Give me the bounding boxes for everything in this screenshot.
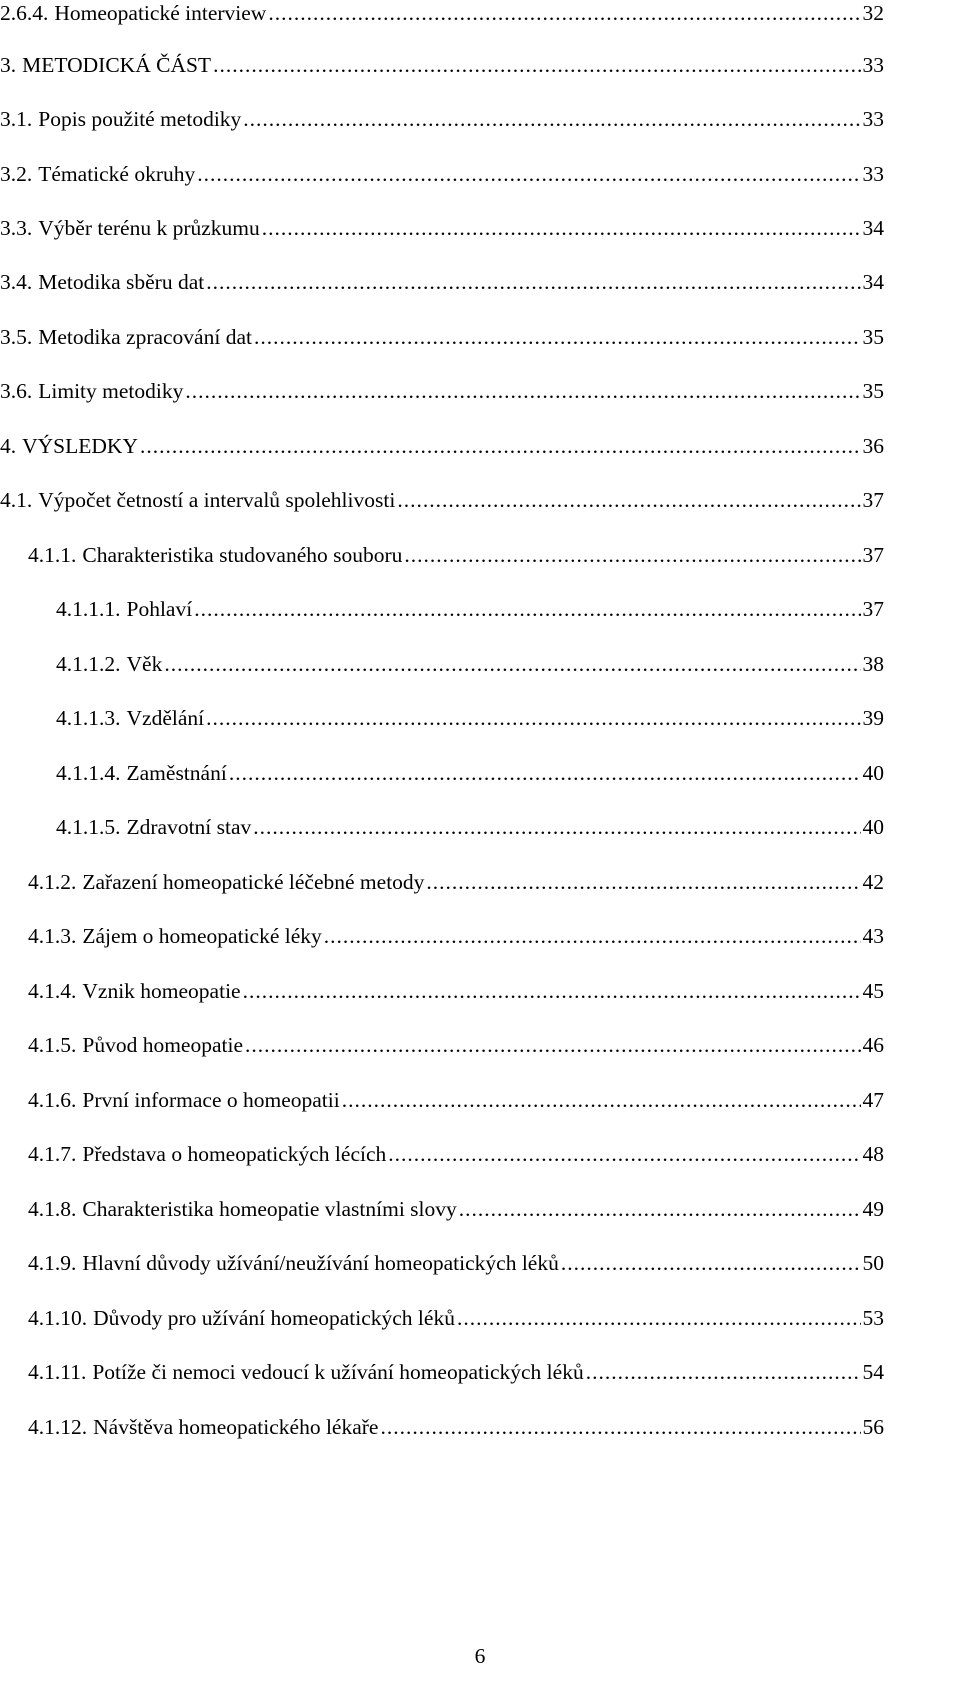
toc-entry-number: 4.1.5. — [28, 1033, 77, 1057]
toc-entry-page: 37 — [862, 543, 884, 567]
toc-entry-title: Charakteristika homeopatie vlastními slovy — [82, 1197, 457, 1221]
dot-leader — [243, 979, 861, 1004]
toc-entry-number: 4.1.8. — [28, 1197, 77, 1221]
toc-entry — [56, 706, 884, 736]
toc-entry-number: 4.1.6. — [28, 1088, 77, 1112]
toc-entry-page: 53 — [862, 1306, 884, 1330]
toc-entry — [28, 1033, 884, 1063]
toc-entry-page: 36 — [862, 434, 884, 458]
toc-entry-page: 54 — [862, 1360, 884, 1384]
toc-entry — [0, 216, 884, 246]
dot-leader — [243, 107, 860, 132]
toc-entry-page: 33 — [862, 53, 884, 77]
toc-entry-title: Metodika sběru dat — [38, 270, 205, 294]
toc-entry-page: 37 — [862, 488, 884, 512]
toc-entry-title: VÝSLEDKY — [22, 434, 138, 458]
toc-entry-title: Popis použité metodiky — [38, 107, 242, 131]
toc-entry-title: Potíže či nemoci vedoucí k užívání homeopatických léků — [92, 1360, 584, 1384]
toc-entry — [56, 815, 884, 845]
toc-entry-number: 3.1. — [0, 107, 33, 131]
dot-leader — [404, 543, 860, 568]
toc-entry-number: 4.1.4. — [28, 979, 77, 1003]
toc-entry-title: Homeopatické interview — [54, 1, 267, 25]
toc-entry-number: 4.1.12. — [28, 1415, 88, 1439]
toc-entry — [0, 488, 884, 518]
toc-entry-title: Výpočet četností a intervalů spolehlivosti — [38, 488, 396, 512]
dot-leader — [213, 53, 860, 78]
dot-leader — [164, 652, 860, 677]
toc-entry-title: Zařazení homeopatické léčebné metody — [82, 870, 425, 894]
toc-entry — [28, 1142, 884, 1172]
toc-entry-page: 47 — [862, 1088, 884, 1112]
toc-entry-title: METODICKÁ ČÁST — [22, 53, 212, 77]
toc-entry — [28, 1197, 884, 1227]
toc-entry-number: 3.4. — [0, 270, 33, 294]
dot-leader — [342, 1088, 861, 1113]
toc-entry-number: 3.6. — [0, 379, 33, 403]
toc-entry-title: Představa o homeopatických lécích — [82, 1142, 387, 1166]
toc-entry-page: 38 — [862, 652, 884, 676]
toc-entry — [0, 434, 884, 464]
toc-entry-title: Původ homeopatie — [82, 1033, 244, 1057]
toc-entry-number: 4.1.9. — [28, 1251, 77, 1275]
toc-entry-page: 37 — [862, 597, 884, 621]
toc-entry-title: Hlavní důvody užívání/neužívání homeopatických léků — [82, 1251, 559, 1275]
toc-entry-number: 4. — [0, 434, 17, 458]
toc-entry-number: 4.1.1.2. — [56, 652, 121, 676]
toc-entry-number: 4.1.7. — [28, 1142, 77, 1166]
dot-leader — [388, 1142, 860, 1167]
toc-entry-title: Důvody pro užívání homeopatických léků — [93, 1306, 455, 1330]
toc-entry-title: Pohlaví — [126, 597, 193, 621]
toc-entry — [28, 1306, 884, 1336]
toc-entry-page: 40 — [862, 815, 884, 839]
dot-leader — [561, 1251, 861, 1276]
dot-leader — [262, 216, 861, 241]
dot-leader — [586, 1360, 861, 1385]
toc-entry-page: 49 — [862, 1197, 884, 1221]
dot-leader — [380, 1415, 860, 1440]
toc-entry-page: 35 — [862, 325, 884, 349]
toc-entry-title: Věk — [126, 652, 163, 676]
toc-entry-number: 4.1.1.4. — [56, 761, 121, 785]
toc-entry-number: 4.1.2. — [28, 870, 77, 894]
toc-entry-number: 4.1.10. — [28, 1306, 88, 1330]
toc-entry — [28, 979, 884, 1009]
page-number: 6 — [474, 1644, 486, 1668]
toc-entry — [28, 1415, 884, 1445]
dot-leader — [197, 162, 860, 187]
dot-leader — [206, 706, 860, 731]
toc-entry-number: 4.1.1.5. — [56, 815, 121, 839]
dot-leader — [194, 597, 860, 622]
toc-entry-title: Zdravotní stav — [126, 815, 252, 839]
dot-leader — [268, 1, 860, 26]
toc-entry-title: Vzdělání — [126, 706, 205, 730]
toc-entry-title: Charakteristika studovaného souboru — [82, 543, 403, 567]
toc-entry — [56, 597, 884, 627]
dot-leader — [253, 815, 860, 840]
toc-entry-number: 4.1.3. — [28, 924, 77, 948]
dot-leader — [324, 924, 861, 949]
toc-entry-title: Návštěva homeopatického lékaře — [93, 1415, 379, 1439]
toc-entry-page: 45 — [862, 979, 884, 1003]
toc-entry — [28, 924, 884, 954]
dot-leader — [229, 761, 861, 786]
toc-entry-title: Limity metodiky — [38, 379, 184, 403]
toc-entry — [56, 652, 884, 682]
toc-entry — [56, 761, 884, 791]
toc-entry-number: 3. — [0, 53, 17, 77]
toc-entry-number: 3.2. — [0, 162, 33, 186]
dot-leader — [459, 1197, 861, 1222]
toc-entry-page: 48 — [862, 1142, 884, 1166]
toc-entry-title: Výběr terénu k průzkumu — [38, 216, 260, 240]
toc-entry — [0, 162, 884, 192]
toc-entry-number: 4.1.1. — [28, 543, 77, 567]
toc-entry-title: Zaměstnání — [126, 761, 227, 785]
toc-entry — [28, 1251, 884, 1281]
toc-entry-page: 46 — [862, 1033, 884, 1057]
toc-entry-title: Tématické okruhy — [38, 162, 196, 186]
toc-entry-number: 3.3. — [0, 216, 33, 240]
toc-entry — [0, 379, 884, 409]
dot-leader — [426, 870, 860, 895]
toc-entry — [28, 1360, 884, 1390]
dot-leader — [206, 270, 860, 295]
toc-entry-page: 42 — [862, 870, 884, 894]
toc-entry — [0, 53, 884, 83]
toc-entry-page: 40 — [862, 761, 884, 785]
dot-leader — [397, 488, 860, 513]
toc-entry-number: 4.1.1.1. — [56, 597, 121, 621]
toc-entry-title: První informace o homeopatii — [82, 1088, 340, 1112]
toc-entry — [0, 325, 884, 355]
toc-entry-page: 43 — [862, 924, 884, 948]
toc-entry-page: 32 — [862, 1, 884, 25]
toc-entry-page: 56 — [862, 1415, 884, 1439]
toc-entry-number: 3.5. — [0, 325, 33, 349]
toc-entry-title: Zájem o homeopatické léky — [82, 924, 322, 948]
toc-entry-number: 4.1. — [0, 488, 33, 512]
toc-entry — [28, 870, 884, 900]
toc-entry — [0, 1, 884, 31]
toc-entry-page: 50 — [862, 1251, 884, 1275]
toc-entry-page: 34 — [862, 216, 884, 240]
toc-entry-number: 4.1.11. — [28, 1360, 87, 1384]
toc-entry-number: 4.1.1.3. — [56, 706, 121, 730]
toc-entry — [0, 107, 884, 137]
toc-entry-page: 33 — [862, 107, 884, 131]
toc-entry — [28, 1088, 884, 1118]
toc-entry-page: 34 — [862, 270, 884, 294]
dot-leader — [185, 379, 860, 404]
toc-entry-title: Vznik homeopatie — [82, 979, 241, 1003]
dot-leader — [140, 434, 861, 459]
dot-leader — [254, 325, 861, 350]
toc-entry-number: 2.6.4. — [0, 1, 49, 25]
dot-leader — [245, 1033, 860, 1058]
dot-leader — [457, 1306, 861, 1331]
toc-entry-page: 39 — [862, 706, 884, 730]
toc-entry — [28, 543, 884, 573]
toc-entry-page: 35 — [862, 379, 884, 403]
toc-entry-page: 33 — [862, 162, 884, 186]
toc-entry — [0, 270, 884, 300]
toc-entry-title: Metodika zpracování dat — [38, 325, 252, 349]
